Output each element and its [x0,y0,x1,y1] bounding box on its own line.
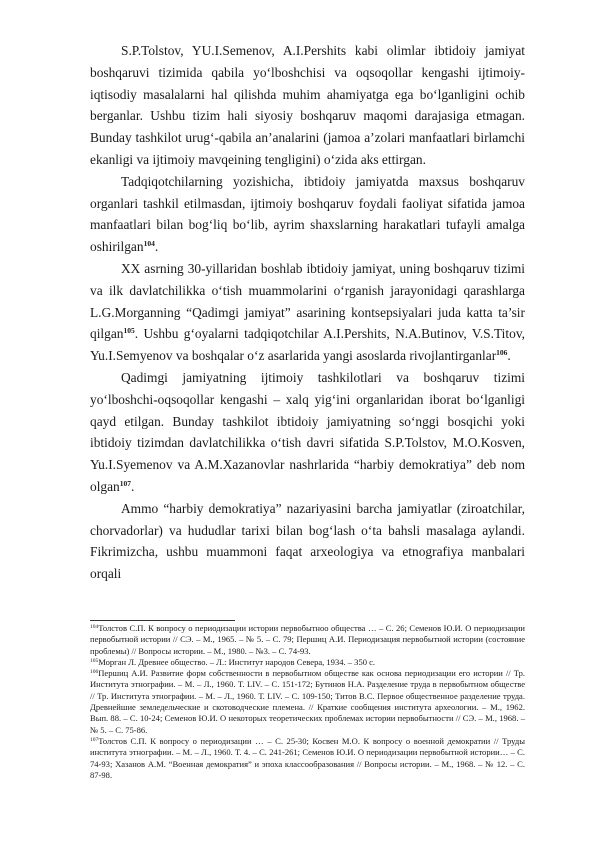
footnote [90,657,525,668]
footnote-text: Толстов С.П. К вопросу о периодизации истории первобытноо общества … – С. 26; Семенов Ю.И. О периодизации первобытной истории // СЭ. – М., 1965. – № 5. – С. 79; Першиц А.И. Периодизация первобытной истории (состояние проблемы) // Вопросы истории. – М., 1980. – №3. – С. 74-93. [90,623,525,656]
footnote-number: 107 [90,736,99,743]
footnote-ref[interactable]: 107 [119,478,131,488]
paragraph-text: Qadimgi jamiyatning ijtimoiy tashkilotlari va boshqaruv tizimi yo‘lboshchi-oqsoqollar kengashi – xalq yig‘ini organlaridan iborat bo‘lganligi qayd etilgan. Bunday tashkilot ibtidoiy jamiyatning so‘nggi bosqichi yoki ibtidoiy tizimdan davlatchilikka o‘tish davri sifatida S.P.Tolstov, M.O.Kosven, Yu.I.Syemenov va A.M.Xazanovlar nashrlarida “harbiy demokratiya” deb nom olgan [90,369,525,494]
footnotes [90,623,525,781]
paragraph-text: S.P.Tolstov, YU.I.Semenov, A.I.Pershits kabi olimlar ibtidoiy jamiyat boshqaruvi tizimida qabila yo‘lboshchisi va oqsoqollar kengashi ijtimoiy-iqtisodiy masalalarni hal qilishda muhim ahamiyatga ega bo‘lganligini ochib berganlar. Ushbu tizim hali siyosiy boshqaruv maqomi darajasiga etmagan. Bunday tashkilot urug‘-qabila an’analarini (jamoa a’zolari manfaatlari birlamchi ekanligi va ijtimoiy mavqeining tengligini) o‘zida aks ettirgan. [90,43,525,167]
body-paragraph [90,40,525,171]
paragraph-text: . [507,348,511,364]
footnote [90,736,525,781]
footnote-text: Морган Л. Древнее общество. – Л.: Институт народов Севера, 1934. – 350 с. [98,656,376,667]
footnote-number: 104 [90,624,99,630]
main-text [90,40,525,585]
paragraph-text: . [154,239,159,255]
paragraph-text: Tadqiqotchilarning yozishicha, ibtidoiy jamiyatda maxsus boshqaruv organlari tashkil etilmasdan, ijtimoiy boshqaruv foydali faoliyat sifatida jamoa manfaatlari bilan bog‘liq bo‘lib, ayrim shaxslarning harakatlari tufayli amalga oshirilgan [90,173,525,255]
paragraph-text: Ammo “harbiy demokratiya” nazariyasini barcha jamiyatlar (ziroatchilar, chorvadorlar) va hududlar tarixi bilan bog‘lash o‘ta bahsli masalaga aylandi. Fikrimizcha, ushbu muammoni faqat arxeologiya va etnografiya manbalari orqali [90,500,525,582]
footnote-ref[interactable]: 106 [496,348,508,358]
footnote-text: Толстов С.П. К вопросу о периодизации … – С. 25-30; Косвен М.О. К вопросу о военной демократии // Труды института этнографии. – М. – Л., 1960. Т. 4. – С. 241-261; Семенов Ю.И. О периодизации первобытной истории… – С. 74-93; Хазанов А.М. “Военная демократия” и эпоха классообразования // Вопросы истории. – М., 1968. – № 12. – С. 87-98. [90,735,525,780]
paragraph-text: . [131,478,135,494]
body-paragraph [90,258,525,367]
body-paragraph [90,367,525,498]
footnote-ref[interactable]: 105 [123,326,135,336]
body-paragraph [90,498,525,585]
body-paragraph [90,171,525,258]
footnote-separator [90,620,235,621]
footnote-number: 106 [90,669,99,676]
footnote-ref[interactable]: 104 [143,239,155,249]
footnote-number: 105 [90,657,99,664]
footnote-text: Першиц А.И. Развитие форм собственности в первобытном обществе как основа периодизации его истории // Тр. Института этнографии. – М. – Л., 1960. Т. LIV. – С. 151-172; Бутинов Н.А. Разделение труда в первобытном обществе // Тр. Института этнографии. – М. – Л., 1960. Т. LIV. – С. 109-150; Титов В.С. Первое общественное разделение труда. Древнейшие земледельческие и скотоводческие племена. // Краткие сообщения института археологии. – М., 1962. Вып. 88. – С. 10-24; Семенов Ю.И. О некоторых теоретических проблемах истории первобытности // СЭ. – М., 1968. – № 5. – С. 75-86. [90,668,525,735]
paragraph-text: XX asrning 30-yillaridan boshlab ibtidoiy jamiyat, uning boshqaruv tizimi va ilk davlatchilikka o‘tish muammolarini o‘rganish jarayonidagi qarashlarga L.G.Morganning “Qadimgi jamiyat” asarining kontsepsiyalari juda katta ta’sir qilgan [90,260,525,342]
paragraph-text: . Ushbu g‘oyalarni tadqiqotchilar A.I.Pershits, N.A.Butinov, V.S.Titov, Yu.I.Semyenov va boshqalar o‘z asarlarida yangi asoslarda rivojlantirganlar [90,326,525,364]
footnote [90,623,525,657]
footnote [90,668,525,736]
